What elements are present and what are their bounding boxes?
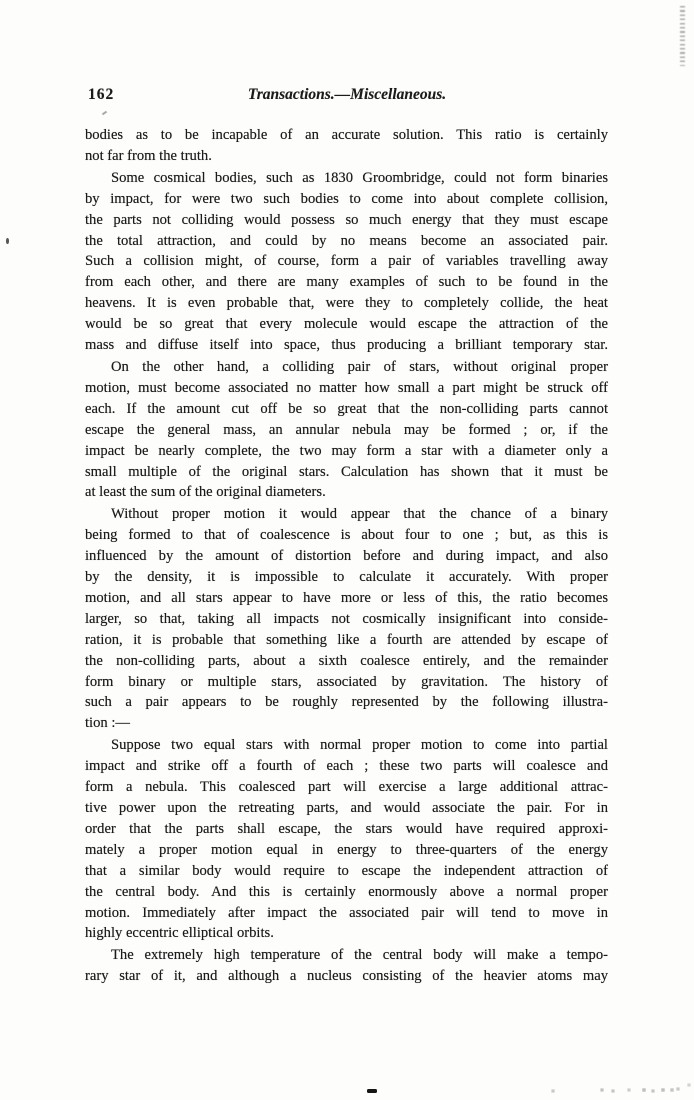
text-line: would be so great that every molecule would escape the attraction of the	[85, 316, 608, 333]
text-line: The extremely high temperature of the central body will make a tempo-	[111, 947, 608, 964]
running-title: Transactions.—Miscellaneous.	[247, 86, 447, 103]
text-line: Some cosmical bodies, such as 1830 Groombridge, could not form binaries	[111, 169, 608, 186]
text-line: impact and strike off a fourth of each ; these two parts will coalesce and	[85, 758, 608, 775]
scan-edge-marking	[680, 6, 685, 66]
paragraph	[85, 504, 608, 734]
text-line: by the density, it is impossible to calculate it accurately. With proper	[85, 569, 608, 586]
text-line: motion, and all stars appear to have more or less of this, the ratio becomes	[85, 589, 608, 606]
paragraph	[85, 125, 608, 167]
page-number: 162	[88, 86, 115, 103]
text-line: the parts not colliding would possess so much energy that they must escape	[85, 211, 608, 228]
text-line: motion, must become associated no matter how small a part might be struck off	[85, 379, 608, 396]
paragraph	[85, 357, 608, 503]
text-line: form binary or multiple stars, associated by gravitation. The history of	[85, 673, 608, 690]
text-line: larger, so that, taking all impacts not cosmically insignificant into conside-	[85, 610, 608, 627]
text-line: the non-colliding parts, about a sixth coalesce entirely, and the remainder	[85, 652, 608, 669]
ink-speck-left-margin	[6, 238, 9, 244]
text-line: highly eccentric elliptical orbits.	[85, 925, 274, 942]
text-line: tion :—	[85, 715, 130, 732]
text-line: that a similar body would require to escape the independent attraction of	[85, 862, 608, 879]
paragraph	[85, 735, 608, 944]
ink-dash-bottom	[367, 1089, 377, 1093]
text-line: motion. Immediately after impact the associated pair will tend to move in	[85, 904, 608, 921]
text-line: bodies as to be incapable of an accurate solution. This ratio is certainly	[85, 127, 608, 143]
text-line: at least the sum of the original diameters.	[85, 484, 326, 501]
text-line: small multiple of the original stars. Calculation has shown that it must be	[85, 463, 608, 480]
text-line: not far from the truth.	[85, 147, 212, 164]
text-line: from each other, and there are many examples of such to be found in the	[85, 274, 608, 291]
text-line: escape the general mass, an annular nebula may be formed ; or, if the	[85, 421, 608, 438]
text-line: form a nebula. This coalesced part will exercise a large additional attrac-	[85, 779, 608, 796]
page-header	[0, 86, 694, 106]
text-line: rary star of it, and although a nucleus consisting of the heavier atoms may	[85, 968, 608, 985]
text-line: Without proper motion it would appear that the chance of a binary	[111, 506, 608, 523]
text-line: being formed to that of coalescence is about four to one ; but, as this is	[85, 527, 608, 544]
text-line: such a pair appears to be roughly represented by the following illustra-	[85, 694, 608, 711]
paragraph	[85, 945, 608, 987]
text-line: On the other hand, a colliding pair of stars, without original proper	[111, 358, 608, 375]
text-line: impact be nearly complete, the two may form a star with a diameter only a	[85, 442, 608, 459]
text-line: Suppose two equal stars with normal proper motion to come into partial	[111, 737, 608, 754]
paragraph	[85, 168, 608, 356]
ink-speck-under-page-number	[102, 111, 107, 116]
scan-speckles-bottom-right	[0, 0, 2, 2]
text-line: by impact, for were two such bodies to come into about complete collision,	[85, 190, 608, 207]
text-line: heavens. It is even probable that, were they to completely collide, the heat	[85, 295, 608, 312]
text-line: order that the parts shall escape, the stars would have required approxi-	[85, 820, 608, 837]
text-line: Such a collision might, of course, form a pair of variables travelling away	[85, 253, 608, 270]
text-line: the total attraction, and could by no means become an associated pair.	[85, 232, 608, 249]
text-line: ration, it is probable that something like a fourth are attended by escape of	[85, 631, 608, 648]
text-line: the central body. And this is certainly enormously above a normal proper	[85, 883, 608, 900]
text-line: each. If the amount cut off be so great that the non-colliding parts cannot	[85, 400, 608, 417]
text-line: mass and diffuse itself into space, thus producing a brilliant temporary star.	[85, 337, 608, 354]
text-line: tive power upon the retreating parts, and would associate the pair. For in	[85, 800, 608, 816]
text-line: influenced by the amount of distortion before and during impact, and also	[85, 548, 608, 565]
text-block	[85, 125, 608, 988]
text-line: mately a proper motion equal in energy to three-quarters of the energy	[85, 841, 608, 858]
